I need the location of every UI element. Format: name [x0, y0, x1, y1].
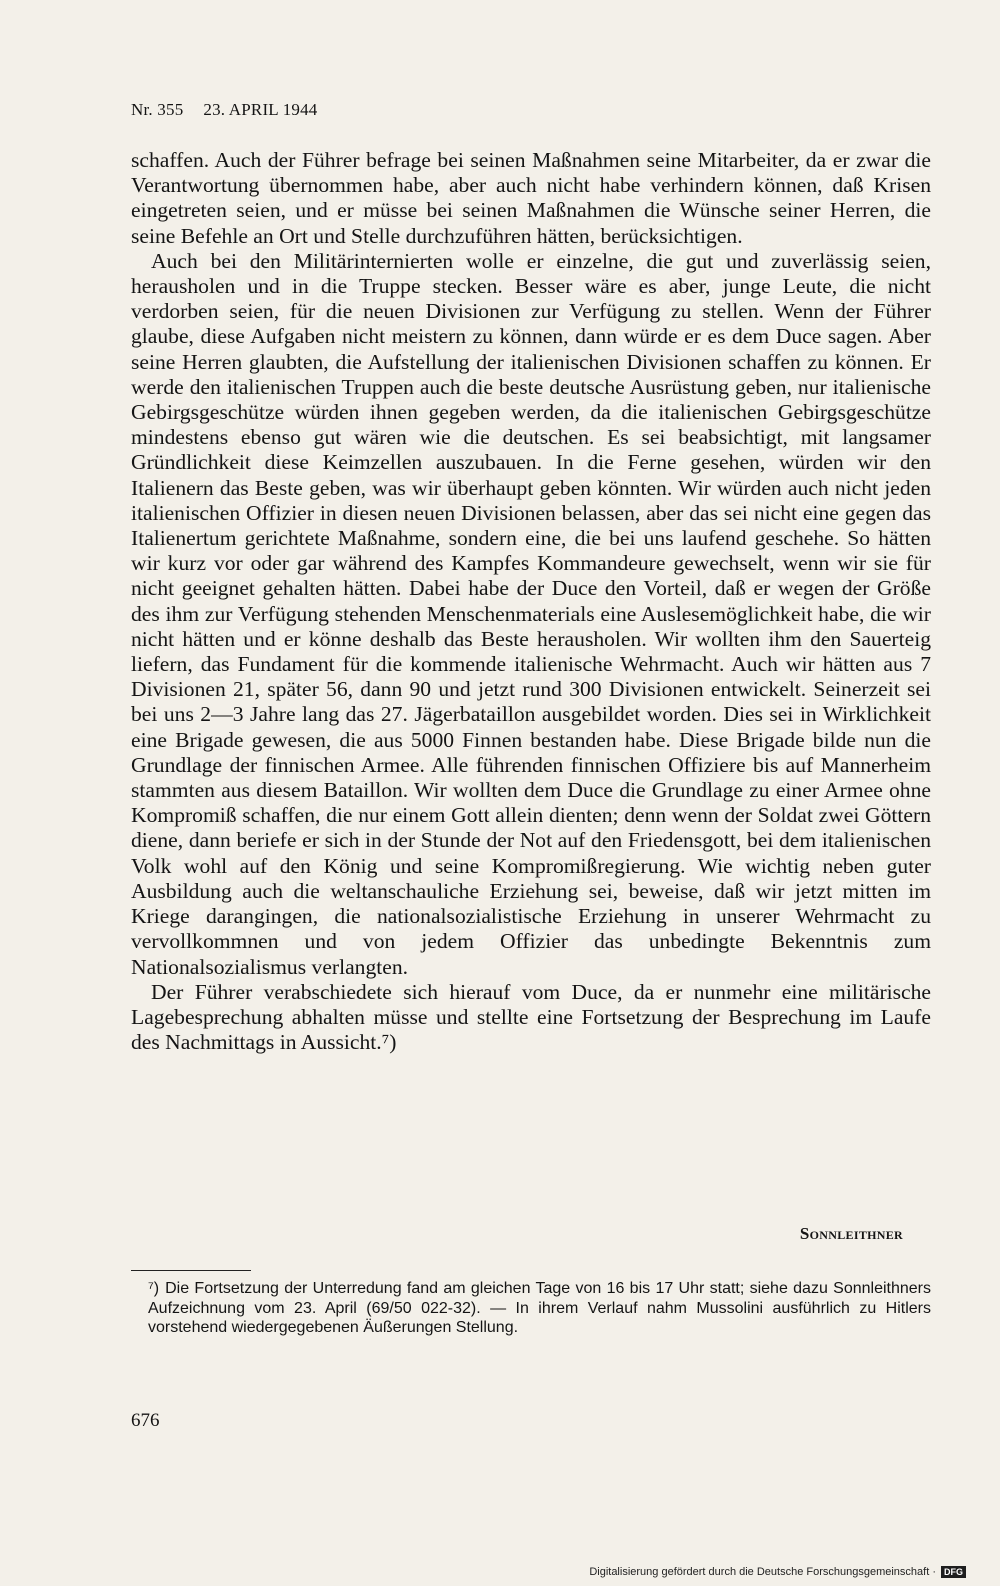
header-date: 23. APRIL 1944 — [203, 100, 318, 119]
digitization-credit — [589, 1566, 966, 1578]
document-number: Nr. 355 — [131, 100, 184, 119]
page-number: 676 — [131, 1410, 160, 1431]
paragraph-1: schaffen. Auch der Führer befrage bei seinen Maßnahmen seine Mitarbeiter, da er zwar die Verantwortung übernommen habe, aber auch nicht habe verhindern können, daß Krisen eingetreten seien, und er müsse bei seinen Maßnahmen die Wünsche seiner Herren, die seine Befehle an Ort und Stelle durchzuführen hätten, berücksichtigen. — [131, 148, 931, 248]
main-text — [131, 148, 931, 1055]
signature: Sonnleithner — [799, 1224, 903, 1243]
paragraph-2: Auch bei den Militärinternierten wolle er einzelne, die gut und zuverlässig seien, herausholen und in die Truppe stecken. Besser wäre es aber, junge Leute, die nicht verdorben seien, für die neuen Divisionen zur Verfügung zu stellen. Wenn der Führer glaube, diese Aufgaben nicht meistern zu können, dann würde er es dem Duce sagen. Aber seine Herren glaubten, die Aufstellung der italienischen Divisionen schaffen zu können. Er werde den italienischen Truppen auch die beste deutsche Ausrüstung geben, nur italienische Gebirgsgeschütze würden ihnen gegeben werden, da die italienischen Gebirgsgeschütze mindestens ebenso gut wären wie die deutschen. Es sei beabsichtigt, mit langsamer Gründlichkeit diese Keimzellen auszubauen. In die Ferne gesehen, würden wir den Italienern das Beste geben, was wir überhaupt geben könnten. Wir würden auch nicht jeden italienischen Offizier in diesen neuen Divisionen belassen, aber das sei nicht eine gegen das Italienertum gerichtete Maßnahme, sondern eine, die bei uns laufend geschehe. So hätten wir kurz vor oder gar während des Kampfes Kommandeure gewechselt, wenn wir sie für nicht geeignet gehalten hätten. Dabei habe der Duce den Vorteil, daß er wegen der Größe des ihm zur Verfügung stehenden Menschenmaterials eine Auslesemöglichkeit habe, die wir nicht hätten und er könne deshalb das Beste herausholen. Wir wollten ihm den Sauerteig liefern, das Fundament für die kommende italienische Wehrmacht. Auch wir hätten aus 7 Divisionen 21, später 56, dann 90 und jetzt rund 300 Divisionen entwickelt. Seinerzeit sei bei uns 2—3 Jahre lang das 27. Jägerbataillon ausgebildet worden. Dies sei in Wirklichkeit eine Brigade gewesen, die aus 5000 Finnen bestanden habe. Diese Brigade bilde nun die Grundlage der finnischen Armee. Alle führenden finnischen Offiziere bis auf Mannerheim stammten aus diesem Bataillon. Wir wollten dem Duce die Grundlage zu einer Armee ohne Kompromiß schaffen, die nur einem Gott allein dienten; denn wenn der Soldat zwei Göttern diene, dann beriefe er sich in der Stunde der Not auf den Friedensgott, bei dem italienischen Volk wohl auf den König und seine Kompromißregierung. Wie wichtig neben guter Ausbildung auch die weltanschauliche Erziehung sei, beweise, daß wir jetzt mitten im Kriege darangingen, die nationalsozialistische Erziehung in unserer Wehrmacht zu vervollkommnen und von jedem Offizier das unbedingte Bekenntnis zum Nationalsozialismus verlangten. — [131, 248, 931, 979]
footnote-marker: ⁷) — [148, 1280, 160, 1297]
paragraph-3: Der Führer verabschiedete sich hierauf vom Duce, da er nunmehr eine militärische Lagebesprechung abhalten müsse und stellte eine Fortsetzung der Besprechung im Laufe des Nachmittags in Aussicht.⁷) — [131, 979, 931, 1055]
footnote-divider — [131, 1270, 251, 1271]
footnote-7 — [148, 1279, 931, 1338]
credit-text: Digitalisierung gefördert durch die Deutsche Forschungsgemeinschaft · — [589, 1566, 936, 1578]
footnote-text: Die Fortsetzung der Unterredung fand am gleichen Tage von 16 bis 17 Uhr statt; siehe dazu Sonnleithners Aufzeichnung vom 23. April (69/50 022-32). — In ihrem Verlauf nahm Mussolini ausführlich zu Hitlers vorstehend wiedergegebenen Äußerungen Stellung. — [148, 1280, 931, 1336]
dfg-logo: DFG — [941, 1566, 966, 1578]
running-header — [131, 100, 318, 120]
